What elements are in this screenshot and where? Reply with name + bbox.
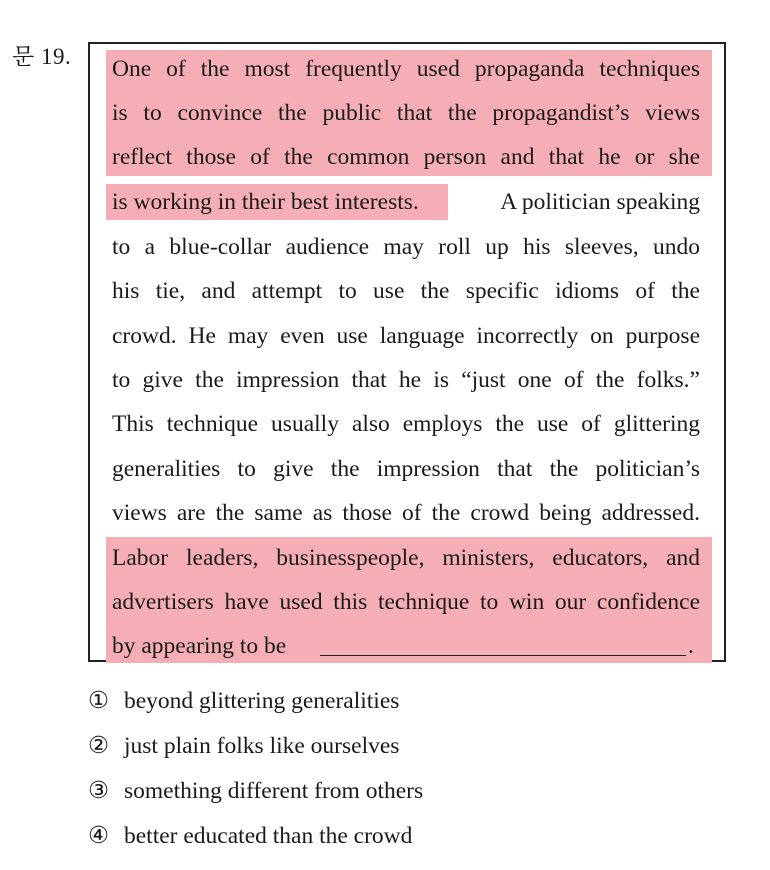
- passage-line: advertisers have used this technique to win our confidence: [112, 589, 700, 615]
- passage-last-line: [112, 629, 700, 663]
- passage-line-4-rest: A politician speaking: [500, 189, 700, 215]
- passage-period: .: [688, 633, 694, 659]
- passage-line: crowd. He may even use language incorrectly on purpose: [112, 323, 700, 349]
- option-4[interactable]: [88, 821, 412, 851]
- passage-line: to a blue-collar audience may roll up his sleeves, undo: [112, 234, 700, 260]
- passage-line: his tie, and attempt to use the specific idioms of the: [112, 278, 700, 304]
- passage-line: Labor leaders, businesspeople, ministers, educators, and: [112, 545, 700, 571]
- passage-line: One of the most frequently used propaganda techniques: [112, 56, 700, 82]
- option-2-text: just plain folks like ourselves: [124, 733, 400, 759]
- passage-line-4-highlighted: is working in their best interests.: [112, 189, 419, 215]
- passage-line: generalities to give the impression that the politician’s: [112, 456, 700, 482]
- option-3-number: ③: [88, 778, 110, 804]
- passage-line-4: [112, 185, 700, 219]
- option-2[interactable]: [88, 731, 399, 761]
- option-4-text: better educated than the crowd: [124, 823, 413, 849]
- option-3[interactable]: [88, 776, 423, 806]
- option-4-number: ④: [88, 823, 110, 849]
- option-3-text: something different from others: [124, 778, 424, 804]
- passage-line: views are the same as those of the crowd being addressed.: [112, 500, 700, 526]
- passage-line: is to convince the public that the propagandist’s views: [112, 100, 700, 126]
- passage-line: This technique usually also employs the use of glittering: [112, 411, 700, 437]
- answer-blank: [320, 629, 686, 656]
- option-1-number: ①: [88, 688, 110, 714]
- question-number: 문 19.: [12, 44, 72, 69]
- passage-line: to give the impression that he is “just one of the folks.”: [112, 367, 700, 393]
- passage-line: reflect those of the common person and that he or she: [112, 144, 700, 170]
- option-1-text: beyond glittering generalities: [124, 688, 400, 714]
- passage-last-line-text: by appearing to be: [112, 633, 287, 659]
- option-1[interactable]: [88, 686, 399, 716]
- option-2-number: ②: [88, 733, 110, 759]
- passage-box: [88, 42, 726, 662]
